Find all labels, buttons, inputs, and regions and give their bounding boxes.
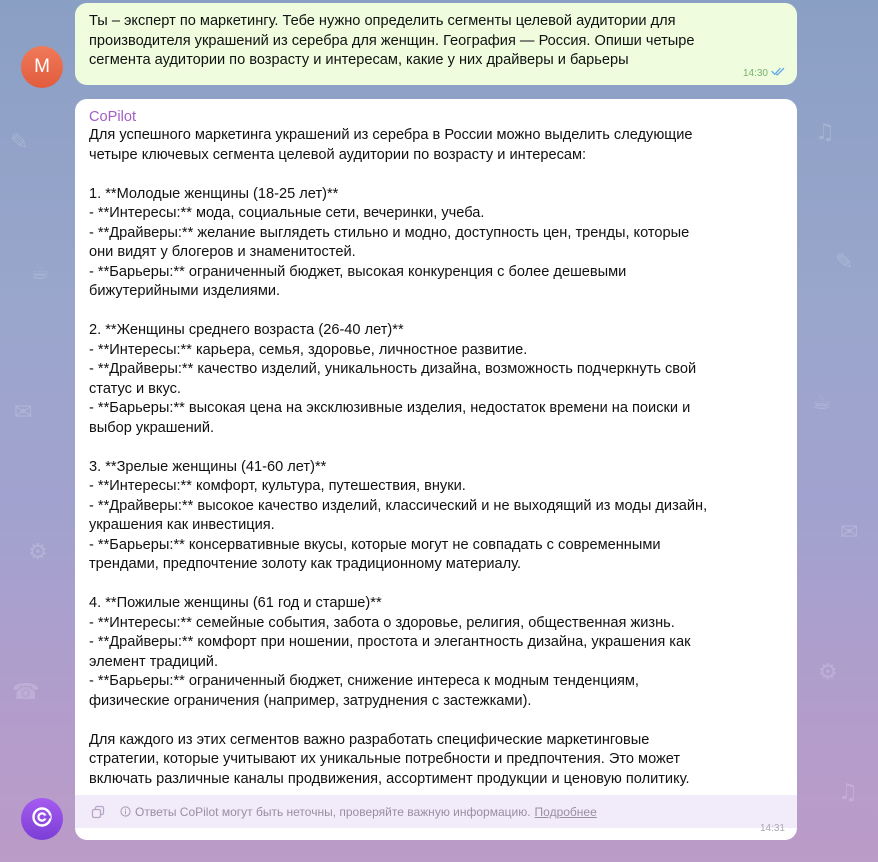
double-check-icon [771, 67, 785, 79]
info-icon [119, 806, 131, 818]
chat-background-pattern: ✎ ☕ ✉ ⚙ ☎ ♫ ✎ ☕ ✉ ⚙ ♫ [10, 120, 859, 805]
disclaimer-bar [75, 795, 797, 828]
incoming-message-time: 14:31 [759, 823, 785, 834]
incoming-message-text: Для успешного маркетинга украшений из серебра в России можно выделить следующие четыре ключевых сегмента целевой аудитории по возрасту и интересам: 1. **Молодые женщины (18-25 лет)** - **Интересы:** мода, социальные сети, вечеринки, учеба. - **Драйверы:** желание выглядеть стильно и модно, доступность цен, тренды, которые они видят у блогеров и знаменитостей. - **Барьеры:** ограниченный бюджет, высокая конкуренция с более дешевыми бижутерийными изделиями. 2. **Женщины среднего возраста (26-40 лет)** - **Интересы:** карьера, семья, здоровье, личностное развитие. - **Драйверы:** качество изделий, уникальность дизайна, возможность подчеркнуть свой статус и вкус. - **Барьеры:** высокая цена на эксклюзивные изделия, недостаток времени на поиски и выбор украшений. 3. **Зрелые женщины (41-60 лет)** - **Интересы:** комфорт, культура, путешествия, внуки. - **Драйверы:** высокое качество изделий, классический и не выходящий из моды дизайн, украшения как инвестиция. - **Барьеры:** консервативные вкусы, которые могут не совпадать с современными трендами, предпочтение золоту как традиционному материалу. 4. **Пожилые женщины (61 год и старше)** - **Интересы:** семейные события, забота о здоровье, религия, общественная жизнь. - **Драйверы:** комфорт при ношении, простота и элегантность дизайна, украшения как элемент традиций. - **Барьеры:** ограниченный бюджет, снижение интереса к модным тенденциям, физические ограничения (например, затруднения с застежками). Для каждого из этих сегментов важно разработать специфические маркетинговые стратегии, которые учитывают их уникальные потребности и предпочтения. Это может включать различные каналы продвижения, ассортимент продукции и ценовую политику. [89, 127, 708, 787]
learn-more-link[interactable]: Подробнее [534, 804, 597, 819]
outgoing-message-bubble[interactable] [75, 3, 797, 85]
user-avatar-letter: M [34, 56, 50, 77]
copy-icon[interactable] [90, 804, 106, 820]
disclaimer-text: Ответы CoPilot могут быть неточны, проверяйте важную информацию. [135, 804, 531, 819]
outgoing-message-meta [743, 67, 785, 79]
outgoing-message-text: Ты – эксперт по маркетингу. Тебе нужно определить сегменты целевой аудитории для производителя украшений из серебра для женщин. География — Россия. Опиши четыре сегмента аудитории по возрасту и интересам, какие у них драйверы и барьеры [89, 13, 695, 69]
outgoing-message-time: 14:30 [742, 67, 768, 79]
user-avatar[interactable] [21, 46, 63, 88]
incoming-message-bubble[interactable] [75, 99, 797, 840]
sender-name[interactable]: CoPilot [89, 109, 137, 125]
copilot-logo-icon [30, 805, 54, 834]
copilot-avatar[interactable] [21, 798, 63, 840]
